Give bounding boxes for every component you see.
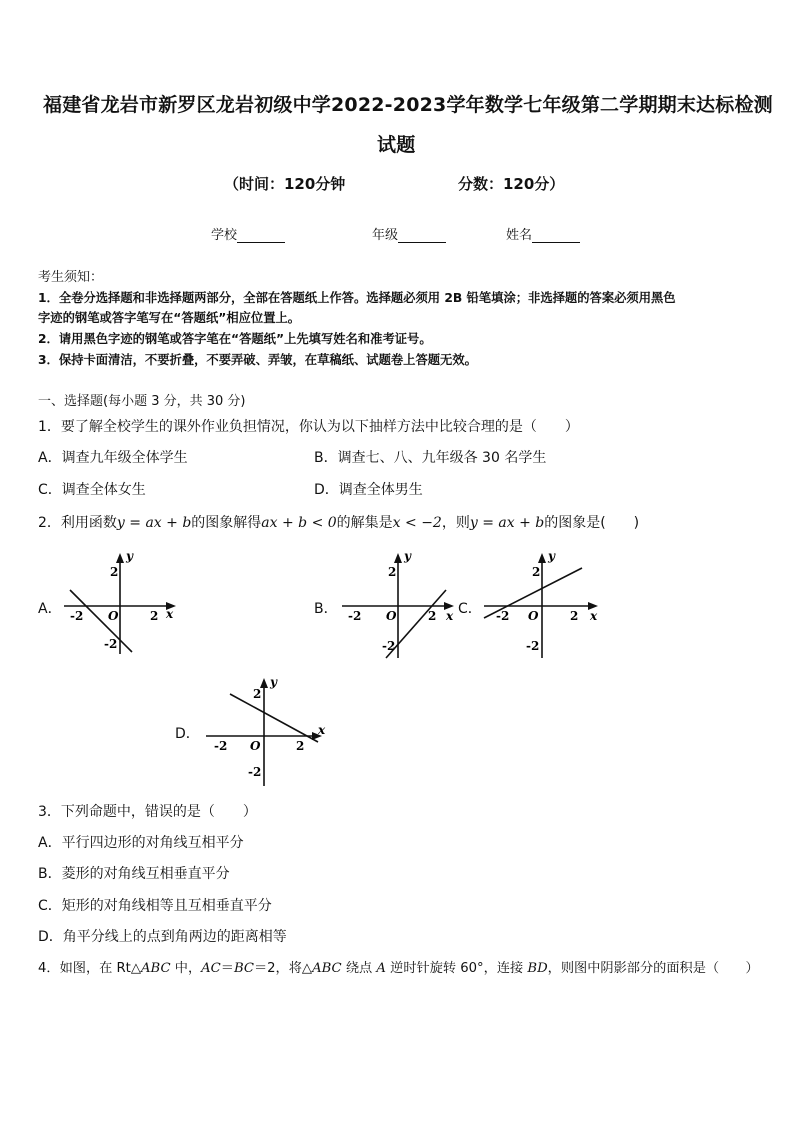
origin-label: O — [528, 609, 539, 623]
notice-item-1a: 1．全卷分选择题和非选择题两部分，全部在答题纸上作答。选择题必须用 2B 铅笔填涂；非选择题的答案必须用黑色 — [38, 291, 676, 305]
tick-label: 2 — [296, 739, 305, 753]
notice-heading: 考生须知： — [38, 270, 104, 285]
q3-option-b: B．菱形的对角线互相垂直平分 — [38, 866, 230, 882]
tick-label: -2 — [70, 609, 84, 623]
q3-option-d: D．角平分线上的点到角两边的距离相等 — [38, 929, 287, 945]
y-arrow-icon — [538, 553, 546, 563]
q4-text-4: 绕点 — [341, 961, 377, 976]
q4-text-3: ＝2，将△ — [253, 961, 313, 976]
q2-graph-d — [200, 672, 330, 790]
q2-graph-a — [60, 548, 180, 658]
q1-option-d: D．调查全体男生 — [314, 482, 423, 498]
school-label: 学校 — [211, 228, 238, 243]
graph-line — [230, 694, 318, 742]
name-field — [506, 224, 580, 243]
tick-label: 2 — [570, 609, 579, 623]
q4-stem — [38, 957, 759, 976]
exam-title-line2: 试题 — [377, 134, 416, 156]
q4-segment-bc: BC — [233, 961, 254, 976]
q2-label-c: C． — [458, 601, 482, 617]
q4-text-5: 逆时针旋转 60°，连接 — [385, 961, 528, 976]
q4-point-a: A — [376, 961, 386, 976]
grade-blank — [398, 228, 446, 243]
tick-label: 2 — [253, 687, 262, 701]
tick-label: 2 — [532, 565, 541, 579]
x-label: x — [166, 607, 174, 621]
name-blank — [532, 228, 580, 243]
tick-label: -2 — [382, 639, 396, 653]
origin-label: O — [108, 609, 119, 623]
tick-label: -2 — [248, 765, 262, 779]
notice-item-2: 2．请用黑色字迹的钢笔或答字笔在“答题纸”上先填写姓名和准考证号。 — [38, 332, 432, 346]
tick-label: -2 — [496, 609, 510, 623]
name-label: 姓名 — [506, 228, 533, 243]
q1-option-a: A．调查九年级全体学生 — [38, 450, 188, 466]
tick-label: -2 — [214, 739, 228, 753]
q2-text-2: 的图象解得 — [191, 515, 262, 531]
q1-stem: 1．要了解全校学生的课外作业负担情况，你认为以下抽样方法中比较合理的是（ ） — [38, 419, 579, 435]
exam-score: 分数：120分） — [458, 175, 565, 193]
q4-text-1: 4．如图，在 Rt△ — [38, 961, 141, 976]
q2-text-4: ，则 — [441, 515, 470, 531]
q2-label-a: A． — [38, 601, 62, 617]
section-heading: 一、选择题(每小题 3 分，共 30 分) — [38, 394, 246, 409]
school-blank — [237, 228, 285, 243]
notice-item-3: 3．保持卡面清洁，不要折叠，不要弄破、弄皱，在草稿纸、试题卷上答题无效。 — [38, 353, 477, 367]
q1-option-c: C．调查全体女生 — [38, 482, 146, 498]
q4-segment-bd: BD — [527, 961, 548, 976]
y-arrow-icon — [394, 553, 402, 563]
x-label: x — [318, 723, 326, 737]
y-label: y — [404, 549, 411, 563]
tick-label: 2 — [110, 565, 119, 579]
q2-label-b: B． — [314, 601, 338, 617]
q2-text-1: 2．利用函数 — [38, 515, 117, 531]
q3-stem: 3．下列命题中，错误的是（ ） — [38, 804, 257, 820]
q2-formula-3: x < −2 — [392, 515, 442, 531]
q3-option-a: A．平行四边形的对角线互相平分 — [38, 835, 244, 851]
q2-formula-4: y = ax + b — [469, 515, 545, 531]
q2-text-3: 的解集是 — [336, 515, 393, 531]
tick-label: -2 — [526, 639, 540, 653]
tick-label: -2 — [348, 609, 362, 623]
q4-text-6: ，则图中阴影部分的面积是（ ） — [547, 961, 759, 976]
q2-stem — [38, 512, 639, 532]
x-label: x — [446, 609, 454, 623]
q2-graph-c — [482, 548, 604, 663]
q1-option-b: B．调查七、八、九年级各 30 名学生 — [314, 450, 547, 466]
x-label: x — [590, 609, 598, 623]
q2-formula-2: ax + b < 0 — [261, 515, 337, 531]
tick-label: 2 — [388, 565, 397, 579]
exam-title-line1: 福建省龙岩市新罗区龙岩初级中学2022-2023学年数学七年级第二学期期末达标检测 — [43, 94, 773, 116]
tick-label: 2 — [150, 609, 159, 623]
origin-label: O — [250, 739, 261, 753]
tick-label: -2 — [104, 637, 118, 651]
y-arrow-icon — [116, 553, 124, 563]
y-label: y — [126, 549, 133, 563]
q2-graph-b — [338, 548, 458, 663]
school-field — [211, 224, 285, 243]
tick-label: 2 — [428, 609, 437, 623]
q2-formula-1: y = ax + b — [116, 515, 192, 531]
q3-option-c: C．矩形的对角线相等且互相垂直平分 — [38, 898, 272, 914]
q4-segment-ac: AC — [201, 961, 221, 976]
y-label: y — [270, 675, 277, 689]
y-label: y — [548, 549, 555, 563]
grade-field — [372, 224, 446, 243]
q4-triangle-abc: ABC — [312, 961, 342, 976]
exam-time: （时间：120分钟 — [224, 175, 346, 193]
q4-text-2: 中， — [170, 961, 202, 976]
grade-label: 年级 — [372, 228, 399, 243]
notice-item-1b: 字迹的钢笔或答字笔写在“答题纸”相应位置上。 — [38, 311, 301, 325]
q2-label-d: D． — [175, 726, 200, 742]
origin-label: O — [386, 609, 397, 623]
q2-text-5: 的图象是( ) — [544, 515, 640, 531]
q4-triangle-abc: ABC — [141, 961, 171, 976]
q4-equals: ＝ — [220, 961, 234, 976]
